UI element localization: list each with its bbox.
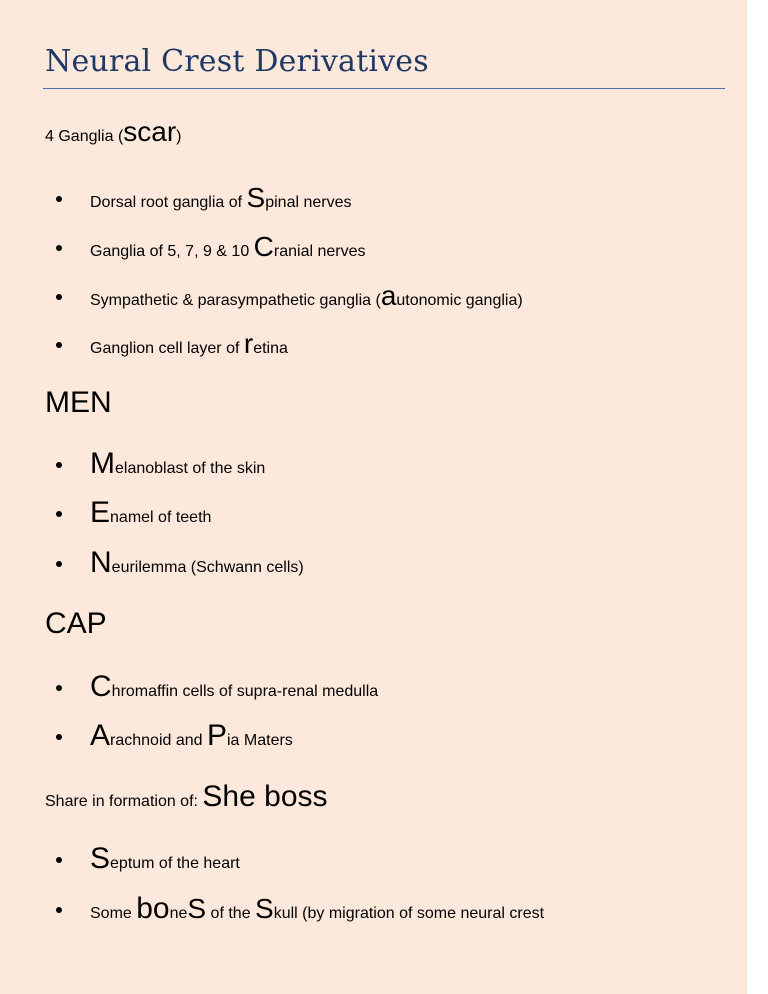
- title-underline: [43, 88, 725, 89]
- item-initial: C: [90, 670, 112, 703]
- item-text: Ganglion cell layer of: [90, 340, 244, 357]
- list-item: [90, 182, 352, 214]
- list-item: [90, 280, 523, 312]
- item-text: Ganglia of 5, 7, 9 & 10: [90, 243, 254, 260]
- item-initial: a: [380, 280, 397, 311]
- item-text: ranial nerves: [273, 243, 366, 260]
- item-text: Some: [90, 905, 137, 922]
- list-item: [90, 842, 240, 876]
- share-intro: [45, 780, 328, 814]
- list-item: [90, 496, 211, 530]
- item-text: pinal nerves: [265, 194, 352, 211]
- ganglia-mnemonic: scar: [123, 116, 177, 147]
- item-initial: N: [90, 546, 112, 579]
- item-text: eptum of the heart: [110, 855, 240, 872]
- item-text: utonomic ganglia): [396, 292, 523, 309]
- list-item: [90, 328, 288, 360]
- item-text: Sympathetic & parasympathetic ganglia (: [90, 292, 381, 309]
- item-initial: r: [243, 328, 254, 359]
- men-heading: MEN: [45, 386, 112, 419]
- share-prefix: Share in formation of:: [45, 793, 203, 810]
- item-text: of the: [206, 905, 256, 922]
- list-item: [90, 892, 544, 926]
- item-initial: S: [246, 182, 266, 213]
- page-title: Neural Crest Derivatives: [45, 44, 429, 79]
- item-text: namel of teeth: [110, 509, 212, 526]
- item-initial: A: [90, 719, 111, 752]
- item-initial: P: [206, 719, 227, 752]
- item-initial: bo: [136, 892, 170, 925]
- item-initial: S: [90, 842, 111, 875]
- item-initial: C: [253, 231, 274, 262]
- item-text: eurilemma (Schwann cells): [111, 559, 304, 576]
- list-item: [90, 670, 378, 704]
- item-text: ne: [169, 905, 188, 922]
- share-mnemonic: She boss: [202, 780, 328, 813]
- list-item: [90, 231, 366, 263]
- item-initial: S: [187, 893, 207, 924]
- list-item: [90, 447, 265, 481]
- item-text: ia Maters: [227, 732, 293, 749]
- ganglia-intro: [45, 116, 182, 148]
- item-text: kull (by migration of some neural crest: [273, 905, 545, 922]
- ganglia-suffix: ): [176, 128, 182, 145]
- list-item: [90, 546, 304, 580]
- item-text: elanoblast of the skin: [115, 460, 266, 477]
- item-initial: S: [255, 893, 274, 924]
- list-item: [90, 719, 293, 753]
- cap-heading: CAP: [45, 607, 107, 640]
- item-text: Dorsal root ganglia of: [90, 194, 247, 211]
- item-text: hromaffin cells of supra-renal medulla: [111, 683, 379, 700]
- item-initial: E: [90, 496, 111, 529]
- ganglia-prefix: 4 Ganglia (: [45, 128, 124, 145]
- item-text: etina: [253, 340, 288, 357]
- item-initial: M: [90, 447, 115, 480]
- item-text: rachnoid and: [110, 732, 207, 749]
